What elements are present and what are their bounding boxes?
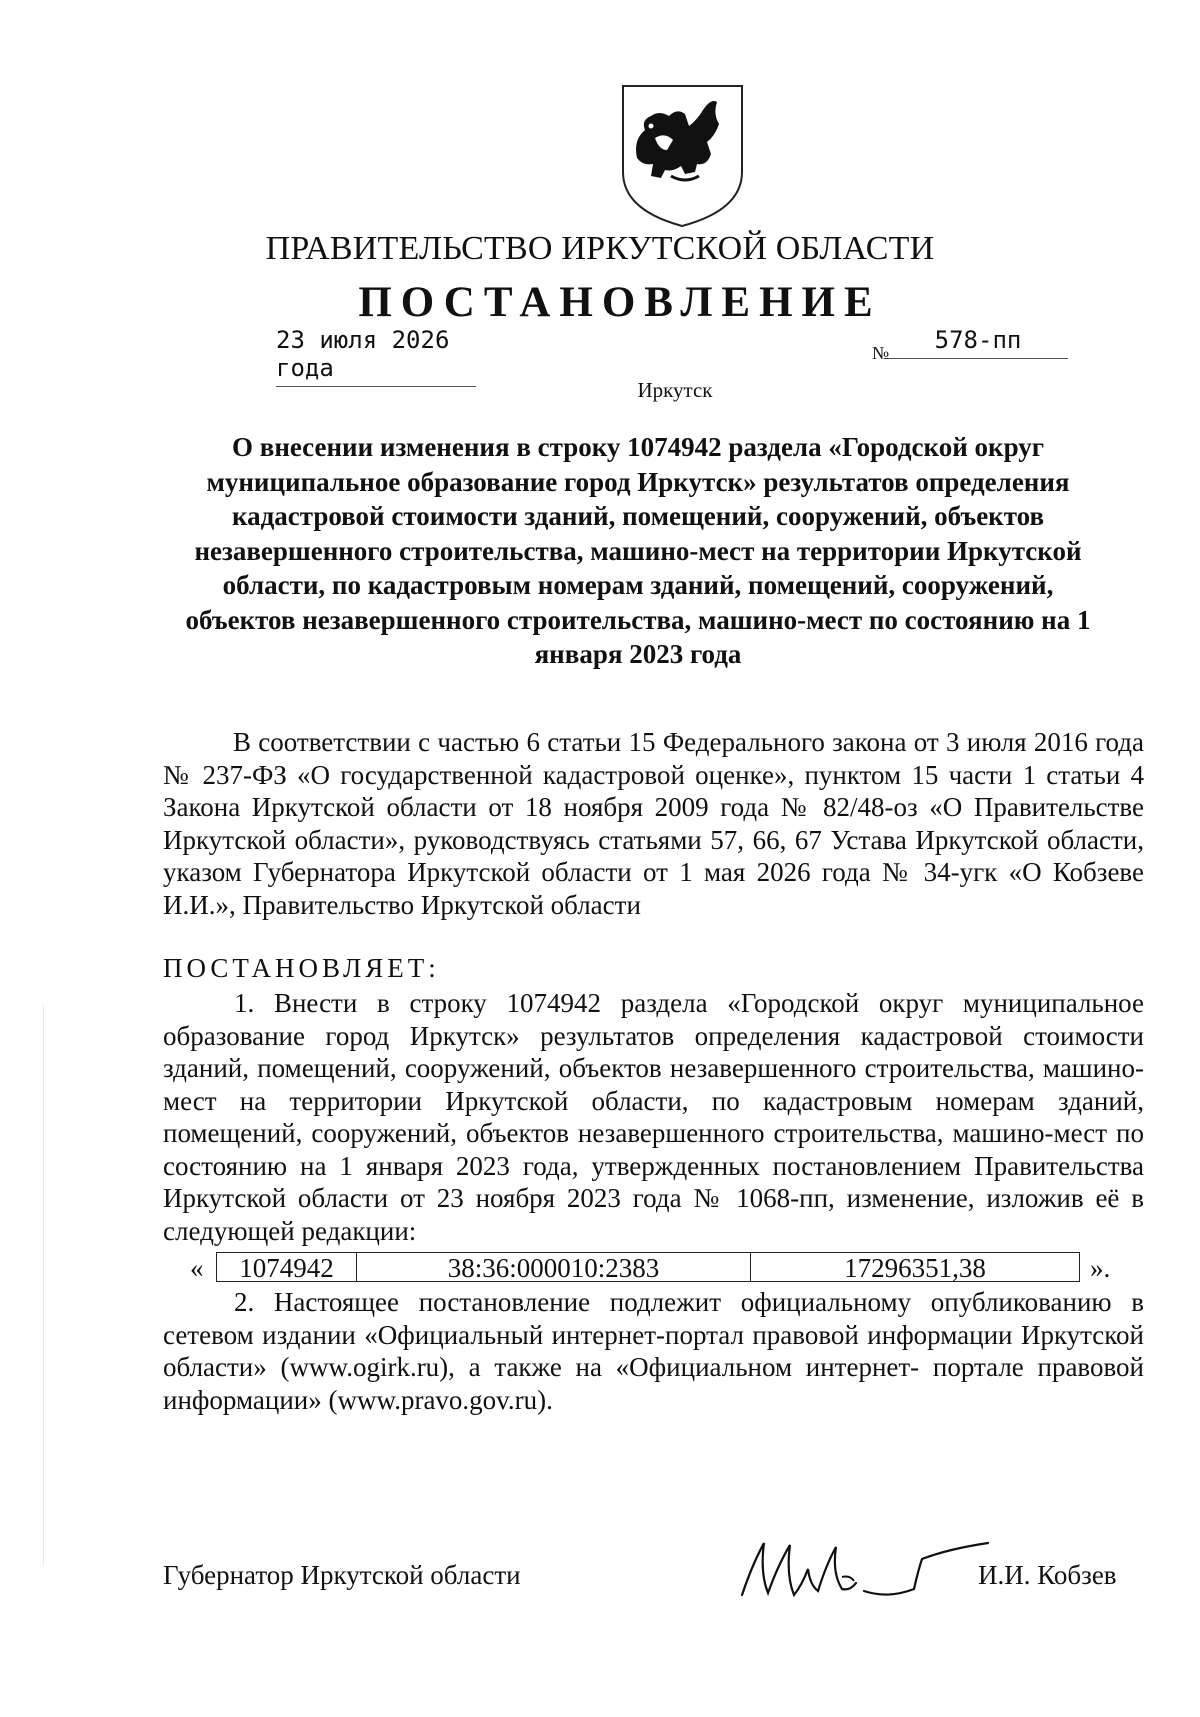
city-name: Иркутск (637, 378, 713, 402)
number-sign: № (872, 343, 890, 363)
cell-cadastral-value: 17296351,38 (750, 1252, 1080, 1282)
document-type: ПОСТАНОВЛЕНИЕ (358, 279, 882, 326)
document-number: 578-пп (888, 326, 1068, 359)
decree-word: ПОСТАНОВЛЯЕТ: (163, 953, 440, 983)
preamble-text: В соответствии с частью 6 статьи 15 Федерального закона от 3 июля 2016 года № 237-ФЗ «О государственной кадастровой оценке», пунктом 15 части 1 статьи 4 Закона Иркутской области от 18 ноября 2009 года № 82/48-оз «О Правительстве Иркутской области», руководствуясь статьями 57, 66, 67 Устава Иркутской области, указом Губернатора Иркутской области от 1 мая 2026 года № 34-угк «О Кобзеве И.И.», Правительство Иркутской (163, 727, 1144, 920)
quote-open: « (190, 1253, 204, 1283)
table-row (190, 1252, 1130, 1284)
item-1-paragraph (163, 987, 1144, 1247)
document-date: 23 июля 2026 года (276, 326, 476, 387)
item-1-text-end: № 1068-пп, изменение, изложив её в следующей редакции: (163, 1183, 1144, 1246)
item-2-text-end: портале правовой информации» (www.pravo.gov.ru). (163, 1352, 1145, 1415)
preamble-text-end: области (550, 889, 641, 920)
handwritten-signature-icon (738, 1525, 998, 1615)
item-1-text: 1. Внести в строку 1074942 раздела «Городской округ муниципальное образование город Иркутск» результатов определения кадастровой стоимости зданий, помещений, сооружений, объектов незавершенного строительства, машино-мест на территории Иркутской области, по кадастровым номерам зданий, помещений, сооружений, объектов незавершенного строительства, машино-мест по состоянию на 1 января 2023 года, утвержденных постановлением Правительства Иркутской области от 23 ноября 2023 года (163, 988, 1144, 1213)
item-2-text: 2. Настоящее постановление подлежит официальному опубликованию в сетевом издании «Официальный интернет-портал правовой информации Иркутской области» (www.ogirk.ru), а также на «Официальном интернет- (163, 1287, 1144, 1382)
item-2-paragraph (163, 1286, 1144, 1416)
signatory-name: И.И. Кобзев (978, 1560, 1117, 1590)
quote-close: ». (1090, 1253, 1111, 1283)
cell-cadastral-number: 38:36:000010:2383 (356, 1252, 750, 1282)
irkutsk-coat-of-arms-icon (615, 80, 750, 230)
cell-row-number: 1074942 (216, 1252, 356, 1282)
preamble-paragraph (163, 726, 1144, 921)
signatory-position: Губернатор Иркутской области (163, 1560, 521, 1590)
scan-margin-line (43, 1005, 44, 1565)
organization-name: ПРАВИТЕЛЬСТВО ИРКУТСКОЙ ОБЛАСТИ (265, 230, 935, 267)
document-title: О внесении изменения в строку 1074942 раздела «Городской округ муниципальное образование город Иркутск» результатов определения кадастровой стоимости зданий, помещений, сооружений, объектов незавершенного строительства, машино-мест на территории Иркутской области, по кадастровым номерам зданий, помещений, сооружений, объектов незавершенного строительства, машино-мест по состоянию на 1 января 2023 года (185, 432, 1091, 669)
